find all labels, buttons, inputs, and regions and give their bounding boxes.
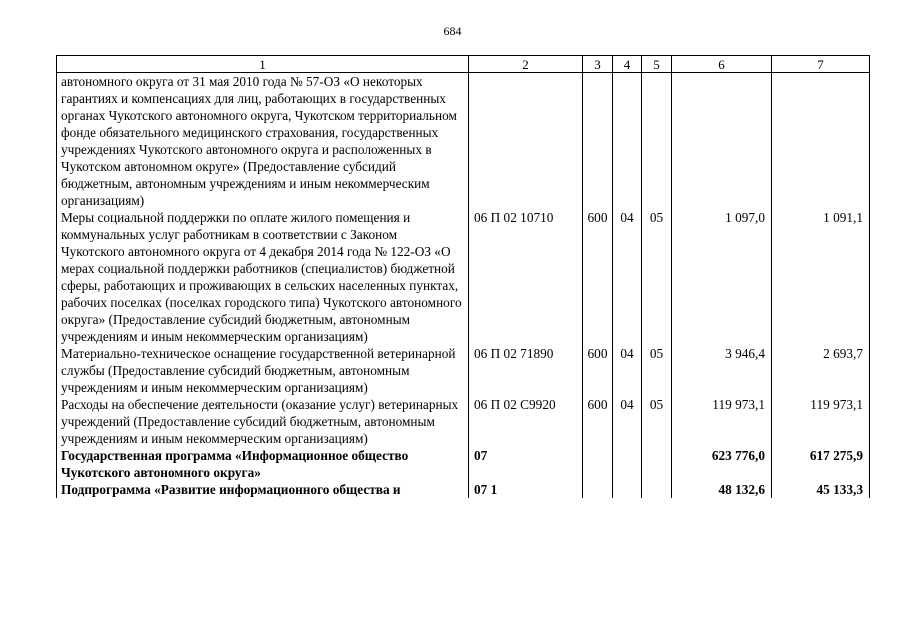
column-header-3: 3 bbox=[583, 56, 613, 73]
row-amount-7: 119 973,1 bbox=[772, 396, 870, 447]
row-col5 bbox=[642, 73, 672, 210]
row-code: 07 bbox=[469, 447, 583, 481]
row-description: автономного округа от 31 мая 2010 года № 57-ОЗ «О некоторых гарантиях и компенсациях для лиц, работающих в государственных органах Чукотского автономного округа, Чукотском территориальном фонде обязательного медицинского страхования, государственных учреждениях Чукотского автономного округа и расположенных в Чукотском автономном округе» (Предоставление субсидий бюджетным, автономным учреждениям и иным некоммерческим организациям) bbox=[57, 73, 469, 210]
row-amount-7: 45 133,3 bbox=[772, 481, 870, 498]
row-col3 bbox=[583, 73, 613, 210]
row-code: 06 П 02 С9920 bbox=[469, 396, 583, 447]
row-description: Государственная программа «Информационное общество Чукотского автономного округа» bbox=[57, 447, 469, 481]
row-col4: 04 bbox=[613, 209, 642, 345]
row-description: Меры социальной поддержки по оплате жилого помещения и коммунальных услуг работникам в соответствии с Законом Чукотского автономного округа от 4 декабря 2014 года № 122-ОЗ «О мерах социальной поддержки работников (специалистов) бюджетной сферы, работающих и проживающих в сельских населенных пунктах, рабочих поселках (поселках городского типа) Чукотского автономного округа» (Предоставление субсидий бюджетным, автономным учреждениям и иным некоммерческим организациям) bbox=[57, 209, 469, 345]
row-description: Расходы на обеспечение деятельности (оказание услуг) ветеринарных учреждений (Предоставление субсидий бюджетным, автономным учреждениям и иным некоммерческим организациям) bbox=[57, 396, 469, 447]
row-col4: 04 bbox=[613, 345, 642, 396]
row-col3: 600 bbox=[583, 345, 613, 396]
row-amount-6: 1 097,0 bbox=[672, 209, 772, 345]
table-row bbox=[57, 481, 870, 498]
row-amount-6: 3 946,4 bbox=[672, 345, 772, 396]
row-code: 06 П 02 10710 bbox=[469, 209, 583, 345]
column-header-6: 6 bbox=[672, 56, 772, 73]
table-row bbox=[57, 345, 870, 396]
row-description: Подпрограмма «Развитие информационного общества и bbox=[57, 481, 469, 498]
table-header-row bbox=[57, 56, 870, 73]
row-amount-6 bbox=[672, 73, 772, 210]
row-col5 bbox=[642, 481, 672, 498]
row-col4 bbox=[613, 73, 642, 210]
row-col3: 600 bbox=[583, 396, 613, 447]
row-amount-6: 623 776,0 bbox=[672, 447, 772, 481]
table-row bbox=[57, 447, 870, 481]
page-number: 684 bbox=[443, 24, 462, 38]
row-col5: 05 bbox=[642, 396, 672, 447]
row-code: 07 1 bbox=[469, 481, 583, 498]
row-col3: 600 bbox=[583, 209, 613, 345]
row-amount-7: 617 275,9 bbox=[772, 447, 870, 481]
table-row bbox=[57, 73, 870, 210]
column-header-2: 2 bbox=[469, 56, 583, 73]
column-header-7: 7 bbox=[772, 56, 870, 73]
column-header-4: 4 bbox=[613, 56, 642, 73]
table-row bbox=[57, 396, 870, 447]
row-col5: 05 bbox=[642, 345, 672, 396]
row-col4: 04 bbox=[613, 396, 642, 447]
row-amount-6: 119 973,1 bbox=[672, 396, 772, 447]
row-col5: 05 bbox=[642, 209, 672, 345]
row-col4 bbox=[613, 481, 642, 498]
row-code: 06 П 02 71890 bbox=[469, 345, 583, 396]
row-amount-7: 1 091,1 bbox=[772, 209, 870, 345]
budget-table bbox=[56, 55, 870, 498]
column-header-5: 5 bbox=[642, 56, 672, 73]
row-amount-7: 2 693,7 bbox=[772, 345, 870, 396]
row-col4 bbox=[613, 447, 642, 481]
column-header-1: 1 bbox=[57, 56, 469, 73]
row-code bbox=[469, 73, 583, 210]
row-amount-7 bbox=[772, 73, 870, 210]
table-row bbox=[57, 209, 870, 345]
row-amount-6: 48 132,6 bbox=[672, 481, 772, 498]
row-col5 bbox=[642, 447, 672, 481]
row-col3 bbox=[583, 447, 613, 481]
row-col3 bbox=[583, 481, 613, 498]
row-description: Материально-техническое оснащение государственной ветеринарной службы (Предоставление субсидий бюджетным, автономным учреждениям и иным некоммерческим организациям) bbox=[57, 345, 469, 396]
